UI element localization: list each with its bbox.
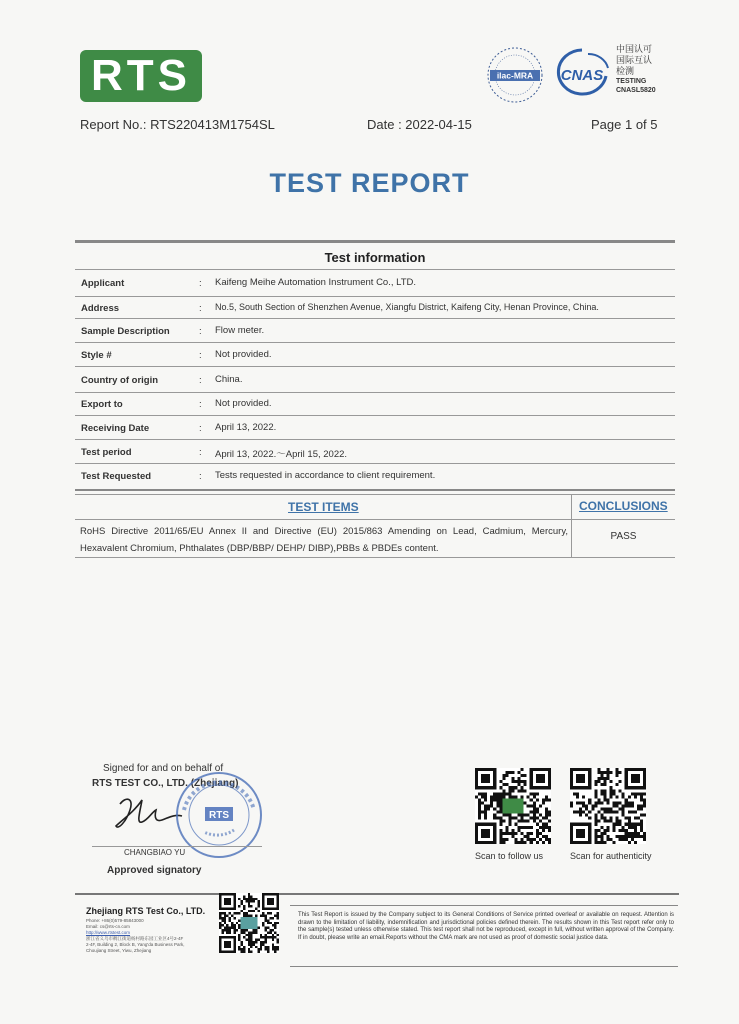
test-information-heading: Test information bbox=[324, 250, 426, 265]
results-divider bbox=[571, 494, 572, 557]
results-bottom-rule bbox=[75, 557, 675, 558]
table-row bbox=[75, 320, 675, 344]
seal-text: RTS bbox=[209, 810, 229, 821]
footer-notice-box bbox=[290, 905, 678, 967]
table-row bbox=[75, 417, 675, 441]
conclusion-value: PASS bbox=[610, 531, 637, 542]
table-top-rule bbox=[75, 240, 675, 243]
follow-qr-label: Scan to follow us bbox=[475, 851, 544, 861]
row-value: Tests requested in accordance to client requirement. bbox=[215, 470, 436, 481]
follow-qr-code-icon[interactable] bbox=[475, 768, 551, 844]
row-colon: : bbox=[199, 423, 202, 434]
table-row bbox=[75, 369, 675, 393]
results-header-rule bbox=[75, 519, 675, 520]
row-colon: : bbox=[199, 303, 202, 314]
conclusions-header: CONCLUSIONS bbox=[579, 499, 668, 513]
table-row bbox=[75, 393, 675, 417]
cnas-text: CNAS bbox=[560, 67, 604, 84]
row-label: Address bbox=[81, 303, 120, 314]
signature-line bbox=[92, 846, 262, 847]
table-rule bbox=[75, 366, 675, 367]
row-label: Sample Description bbox=[81, 326, 170, 337]
footer-top-rule bbox=[75, 893, 679, 895]
table-rule bbox=[75, 415, 675, 416]
table-rule bbox=[75, 463, 675, 464]
authenticity-qr-code-icon[interactable] bbox=[570, 768, 646, 844]
results-top-rule bbox=[75, 494, 675, 495]
row-value: Not provided. bbox=[215, 398, 272, 409]
footer-website-link[interactable]: http://www.rtstest.com bbox=[86, 930, 131, 935]
footer-address-en-2: Choujiang Street, Yiwu, Zhejiang bbox=[86, 948, 152, 953]
table-row bbox=[75, 344, 675, 368]
footer-email: Email: cs@rts-cn.com bbox=[86, 924, 130, 929]
cnas-caption bbox=[616, 44, 656, 95]
report-number: Report No.: RTS220413M1754SL bbox=[80, 117, 275, 132]
row-label: Country of origin bbox=[81, 375, 159, 386]
footer-address-en-1: 2-4F, Building 2, Block B, Yang'da Business Park, bbox=[86, 942, 185, 947]
table-rule bbox=[75, 269, 675, 270]
test-items-header: TEST ITEMS bbox=[288, 500, 359, 514]
table-rule bbox=[75, 342, 675, 343]
report-date: Date : 2022-04-15 bbox=[367, 117, 472, 132]
row-value: Kaifeng Meihe Automation Instrument Co., LTD. bbox=[215, 277, 417, 288]
row-value: China. bbox=[215, 374, 243, 385]
footer-qr-code-icon[interactable] bbox=[219, 893, 279, 953]
row-colon: : bbox=[199, 471, 202, 482]
table-bottom-rule bbox=[75, 489, 675, 491]
signing-company: RTS TEST CO., LTD. (Zhejiang) bbox=[92, 778, 239, 789]
row-label: Applicant bbox=[81, 278, 125, 289]
row-colon: : bbox=[199, 278, 202, 289]
row-colon: : bbox=[199, 375, 202, 386]
cnas-cn-line-2: 国际互认 bbox=[616, 55, 653, 65]
table-row bbox=[75, 441, 675, 465]
row-label: Style # bbox=[81, 350, 112, 361]
row-label: Receiving Date bbox=[81, 423, 150, 434]
cnas-logo-icon bbox=[552, 46, 612, 98]
page-number: Page 1 of 5 bbox=[591, 117, 658, 132]
ilac-text: ilac-MRA bbox=[496, 70, 534, 81]
table-row bbox=[75, 272, 675, 296]
footer-address-cn: 浙江省义乌市稠江街道杨村路东园工业区4号2-4F bbox=[86, 936, 184, 941]
page-title: TEST REPORT bbox=[269, 168, 470, 198]
row-value: Flow meter. bbox=[215, 325, 265, 336]
row-colon: : bbox=[199, 447, 202, 458]
row-colon: : bbox=[199, 326, 202, 337]
test-item-description: RoHS Directive 2011/65/EU Annex II and Directive (EU) 2015/863 Amending on Lead, Cadmium, Mercury, Hexavalent Chromium, Phthalates (DBP/BBP/ DEHP/ DIBP),PBBs & PBDEs content. bbox=[80, 526, 568, 554]
footer-phone: Phone: +86(0)579-85843000 bbox=[86, 918, 144, 923]
cnas-testing: TESTING bbox=[616, 78, 647, 85]
row-label: Test period bbox=[81, 447, 132, 458]
table-rule bbox=[75, 439, 675, 440]
row-value: April 13, 2022. bbox=[215, 422, 277, 433]
row-value: No.5, South Section of Shenzhen Avenue, Xiangfu District, Kaifeng City, Henan Province, China. bbox=[215, 302, 599, 312]
cnas-cn-line-1: 中国认可 bbox=[616, 44, 653, 54]
footer-notice: This Test Report is issued by the Company subject to its General Conditions of Service printed overleaf or available on request. Attention is drawn to the limitation of liability, indemnification and jurisdictional policies defined therein. The results shown in this Test report refer only to the sample(s) tested unless otherwise stated. This test report shall not be reproduced, except in full, without written approval of the Company. If in doubt, please write an email.Reports without the CMA mark are not used as proof of domestic social justice data. bbox=[298, 912, 674, 941]
ilac-mra-logo-icon bbox=[486, 46, 544, 104]
footer-company: Zhejiang RTS Test Co., LTD. bbox=[86, 906, 206, 916]
row-colon: : bbox=[199, 399, 202, 410]
signatory-name: CHANGBIAO YU bbox=[124, 848, 186, 857]
rts-logo: RTS bbox=[80, 50, 202, 102]
cnas-code: CNASL5820 bbox=[616, 87, 656, 94]
row-value: April 13, 2022.～April 15, 2022. bbox=[215, 449, 348, 460]
signatory-role: Approved signatory bbox=[107, 865, 202, 876]
row-label: Test Requested bbox=[81, 471, 152, 482]
authenticity-qr-label: Scan for authenticity bbox=[570, 851, 652, 861]
row-value: Not provided. bbox=[215, 349, 272, 360]
table-rule bbox=[75, 318, 675, 319]
row-colon: : bbox=[199, 350, 202, 361]
signed-for-text: Signed for and on behalf of bbox=[103, 763, 224, 774]
cnas-cn-line-3: 检测 bbox=[616, 66, 635, 76]
row-label: Export to bbox=[81, 399, 123, 410]
table-row bbox=[75, 465, 675, 489]
